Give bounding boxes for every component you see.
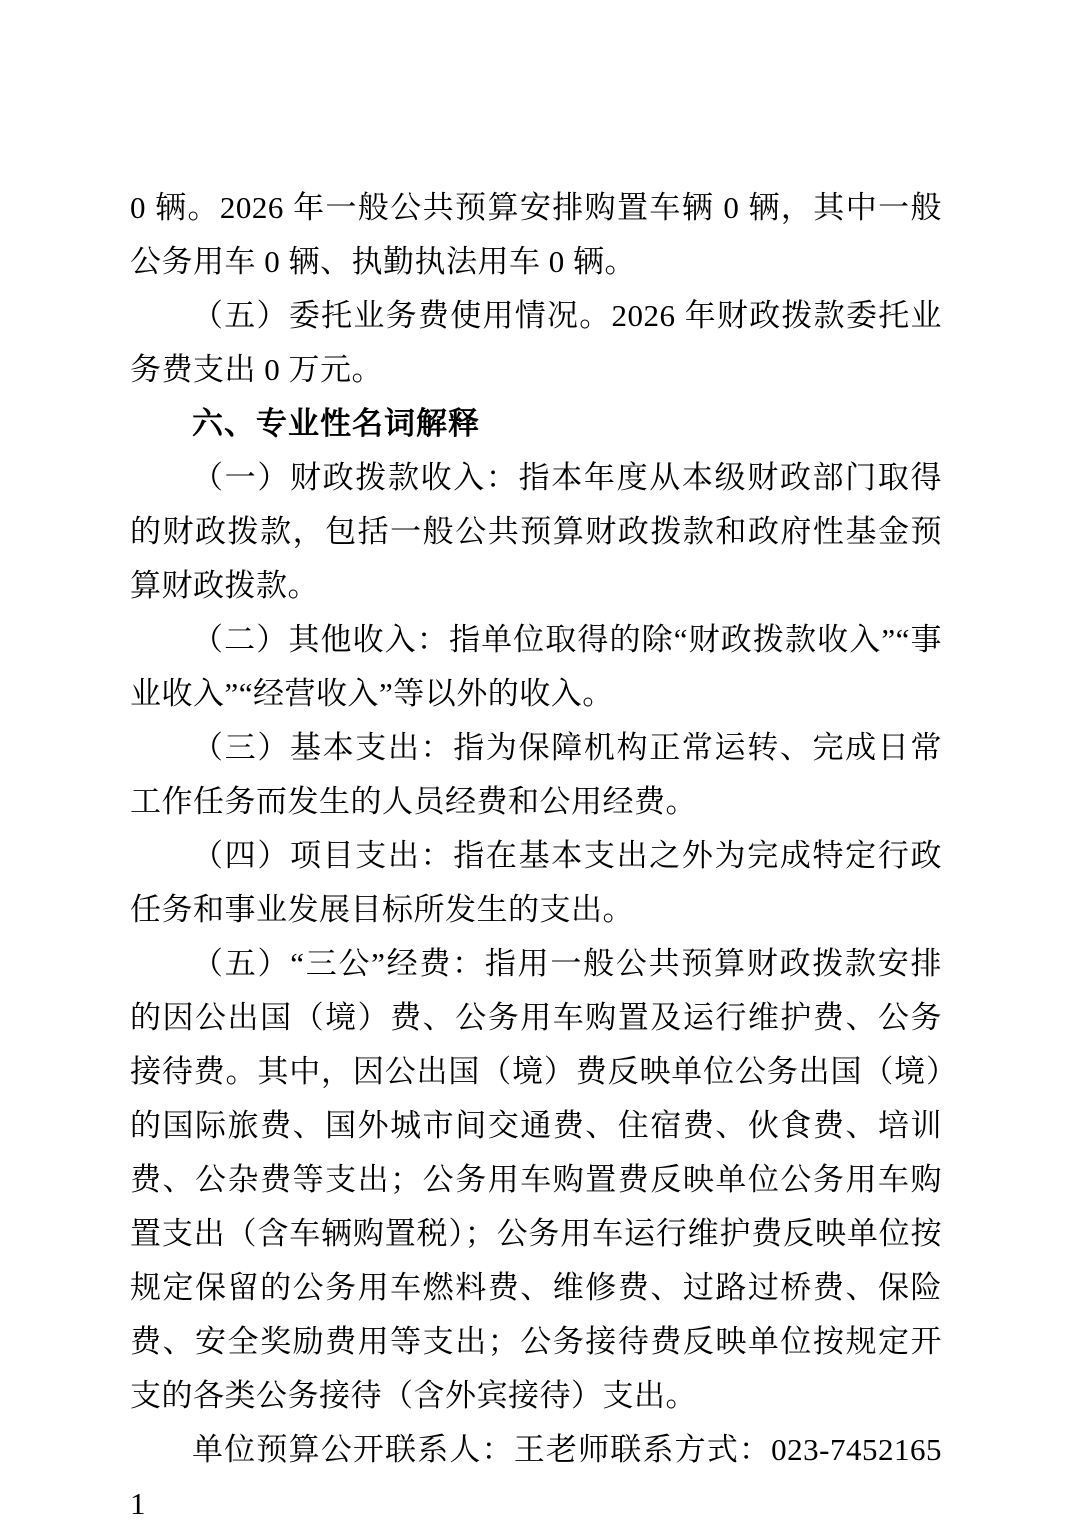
paragraph-entrusted-business-fee: （五）委托业务费使用情况。2026 年财政拨款委托业务费支出 0 万元。 (130, 298, 942, 387)
paragraph-definition-three-public-expenses: （五）“三公”经费：指用一般公共预算财政拨款安排的因公出国（境）费、公务用车购置及运行维护费、公务接待费。其中，因公出国（境）费反映单位公务出国（境）的国际旅费、国外城市间交通费、住宿费、伙食费、培训费、公杂费等支出；公务用车购置费反映单位公务用车购置支出（含车辆购置税）；公务用车运行维护费反映单位按规定保留的公务用车燃料费、维修费、过路过桥费、保险费、安全奖励费用等支出；公务接待费反映单位按规定开支的各类公务接待（含外宾接待）支出。 (130, 946, 942, 1413)
section-heading-terminology: 六、专业性名词解释 (192, 406, 480, 441)
paragraph-vehicle-purchase-continuation: 0 辆。2026 年一般公共预算安排购置车辆 0 辆，其中一般公务用车 0 辆、执勤执法用车 0 辆。 (130, 190, 942, 279)
paragraph-definition-fiscal-appropriation-income: （一）财政拨款收入：指本年度从本级财政部门取得的财政拨款，包括一般公共预算财政拨款和政府性基金预算财政拨款。 (130, 460, 942, 603)
document-content (130, 181, 942, 1531)
paragraph-definition-project-expenditure: （四）项目支出：指在基本支出之外为完成特定行政任务和事业发展目标所发生的支出。 (130, 838, 942, 927)
paragraph-definition-basic-expenditure: （三）基本支出：指为保障机构正常运转、完成日常工作任务而发生的人员经费和公用经费。 (130, 730, 942, 819)
paragraph-definition-other-income: （二）其他收入：指单位取得的除“财政拨款收入”“事业收入”“经营收入”等以外的收入。 (130, 622, 942, 711)
paragraph-budget-disclosure-contact: 单位预算公开联系人：王老师联系方式：023-74521651 (130, 1432, 942, 1521)
